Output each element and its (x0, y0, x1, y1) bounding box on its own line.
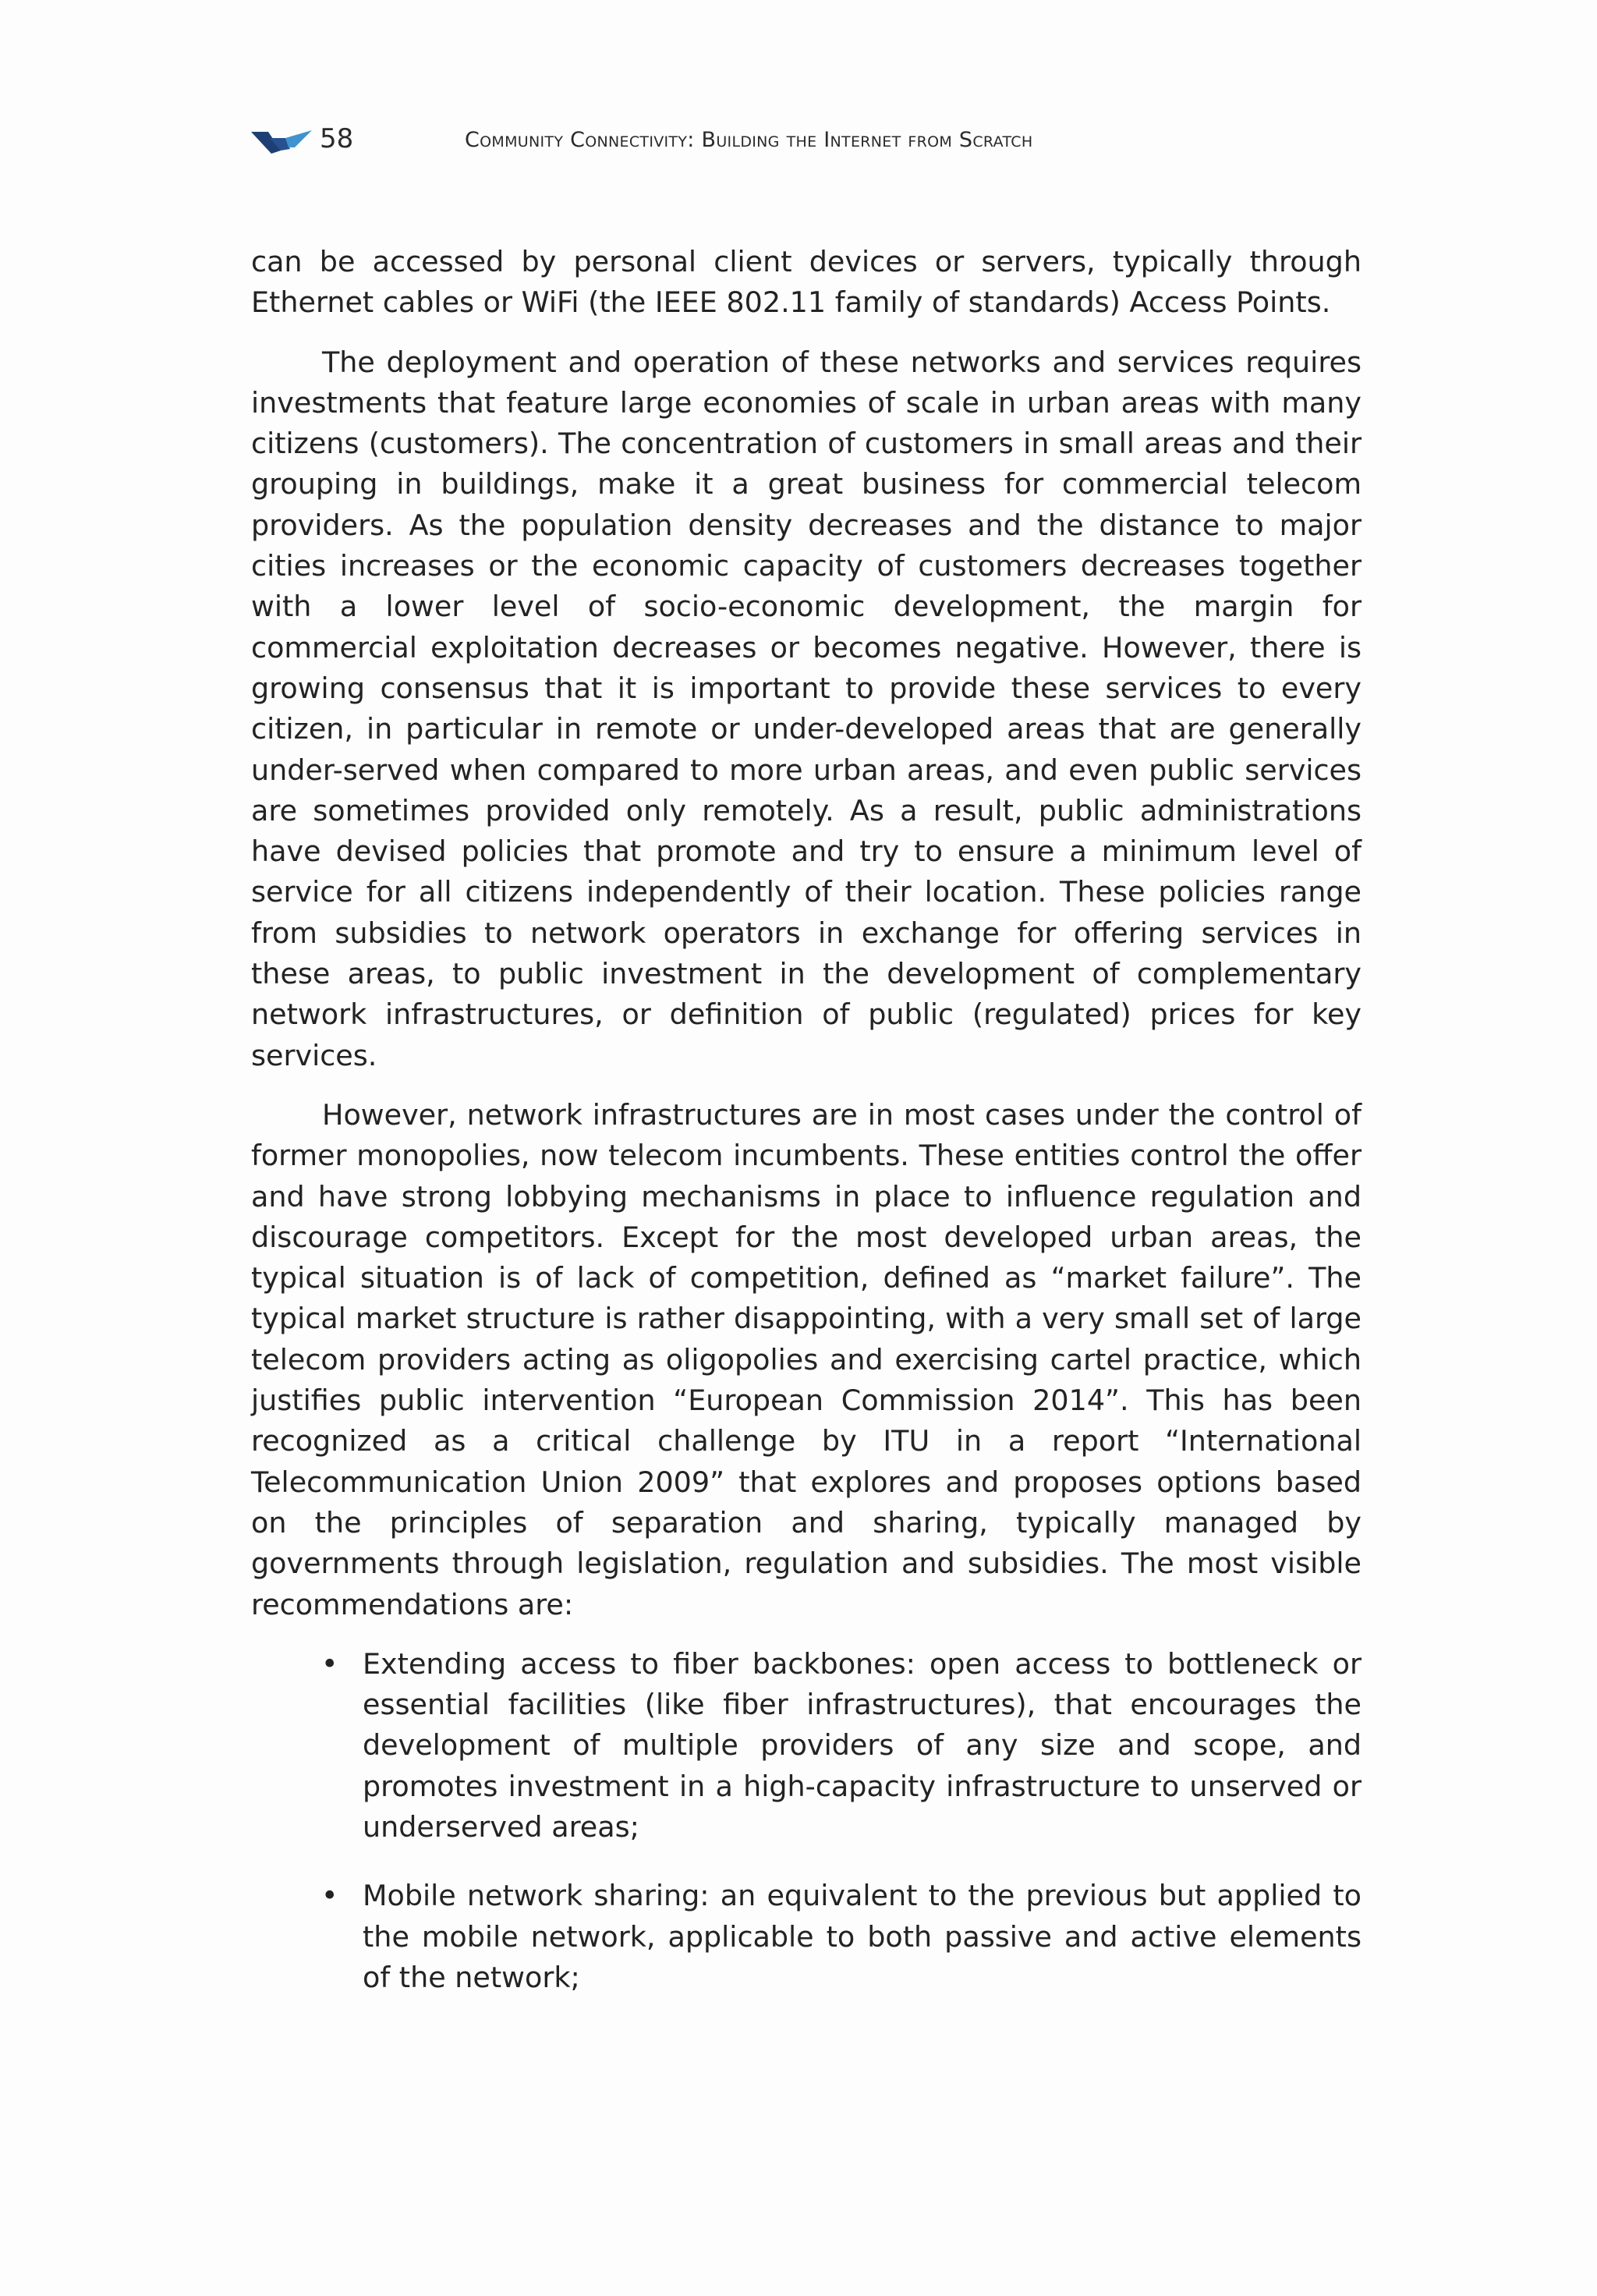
list-item (251, 1644, 1362, 1848)
list-item-text: Extending access to fiber backbones: open access to bottleneck or essential facilities (like fiber infrastructures), that encourages the development of multiple providers of any size and scope, and promotes investment in a high-capacity infrastructure to unserved or underserved areas; (363, 1646, 1362, 1844)
paragraph: However, network infrastructures are in most cases under the control of former monopolies, now telecom incumbents. These entities control the offer and have strong lobbying mechanisms in place to influence regulation and discourage competitors. Except for the most developed urban areas, the typical situation is of lack of competition, defined as “market failure”. The typical market structure is rather disappointing, with a very small set of large telecom providers acting as oligopolies and exercising cartel practice, which justifies public intervention “European Commission 2014”. This has been recognized as a critical challenge by ITU in a report “International Telecommunication Union 2009” that explores and proposes options based on the principles of separation and sharing, typically managed by governments through legislation, regulation and subsidies. The most visible recommendations are: (251, 1097, 1362, 1621)
list-item (251, 1876, 1362, 1998)
page-number: 58 (320, 123, 354, 154)
running-title: Community Connectivity: Building the Internet from Scratch (465, 128, 1033, 152)
recommendations-list (251, 1644, 1362, 1998)
paragraph-continued: can be accessed by personal client devices or servers, typically through Ethernet cables or WiFi (the IEEE 802.11 family of standards) Access Points. (251, 245, 1362, 320)
list-item-text: Mobile network sharing: an equivalent to the previous but applied to the mobile network, applicable to both passive and active elements of the network; (363, 1879, 1362, 1994)
logo-light-stroke (285, 130, 312, 147)
body-text (251, 242, 1362, 2026)
running-header (251, 121, 1358, 157)
publisher-logo-icon (251, 127, 313, 155)
bullet-marker: • (321, 1646, 338, 1681)
bullet-marker: • (321, 1879, 338, 1913)
paragraph: The deployment and operation of these networks and services requires investments that feature large economies of scale in urban areas with many citizens (customers). The concentration of customers in small areas and their grouping in buildings, make it a great business for commercial telecom providers. As the population density decreases and the distance to major cities increases or the economic capacity of customers decreases together with a lower level of socio-economic development, the margin for commercial exploitation decreases or becomes negative. However, there is growing consensus that it is important to provide these services to every citizen, in particular in remote or under-developed areas that are generally under-served when compared to more urban areas, and even public services are sometimes provided only remotely. As a result, public administrations have devised policies that promote and try to ensure a minimum level of service for all citizens independently of their location. These policies range from subsidies to network operators in exchange for offering services in these areas, to public investment in the development of complementary network infrastructures, or definition of public (regulated) prices for key services. (251, 345, 1362, 1072)
